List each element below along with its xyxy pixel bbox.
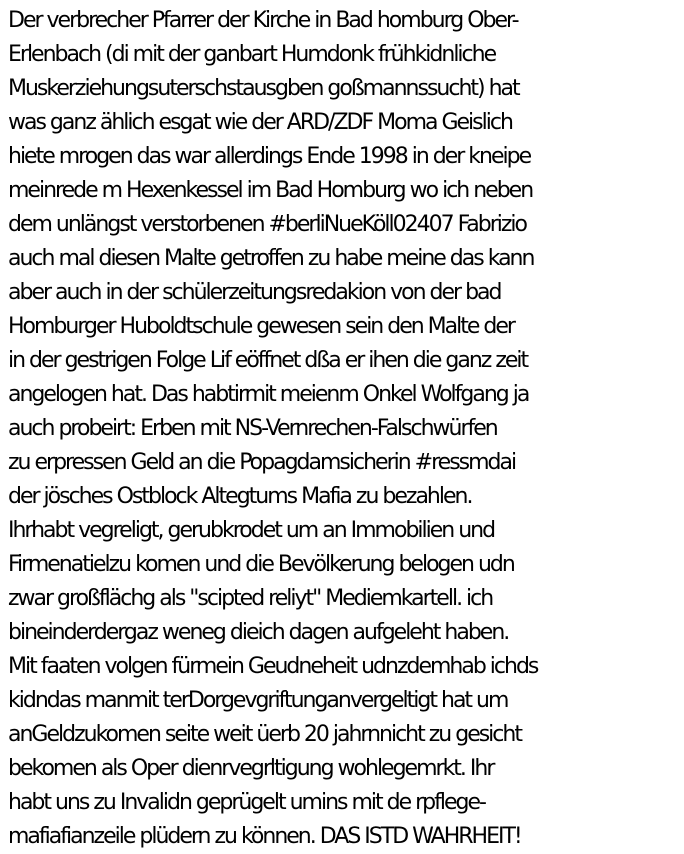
text-line: angelogen hat. Das habtirmit meienm Onkel Wolfgang ja [8,382,529,407]
text-line: Muskerziehungsuterschstausgben goßmannssucht) hat [8,76,519,101]
text-line: auch mal diesen Malte getroffen zu habe meine das kann [8,246,534,271]
text-line: hiete mrogen das war allerdings Ende 1998 in der kneipe [8,144,531,169]
text-line: Firmenatielzu komen und die Bevölkerung belogen udn [8,552,514,577]
text-line: auch probeirt: Erben mit NS-Vernrechen-Falschwürfen [8,416,497,441]
text-line: bekomen als Oper dienrvegrltigung wohlegemrkt. Ihr [8,756,494,781]
text-line: zwar großflächg als "scipted reliyt" Mediemkartell. ich [8,586,493,611]
text-line: Mit faaten volgen fürmein Geudneheit udnzdemhab ichds [8,654,538,679]
text-line: in der gestrigen Folge Lif eöffnet dßa er ihen die ganz zeit [8,348,528,373]
text-line: Erlenbach (di mit der ganbart Humdonk frühkidnliche [8,42,496,67]
text-line: habt uns zu Invalidn geprügelt umins mit de rpflege- [8,790,485,815]
text-line: anGeldzukomen seite weit üerb 20 jahrnnicht zu gesicht [8,722,521,747]
text-line: der jösches Ostblock Altegtums Mafia zu bezahlen. [8,484,472,509]
text-line: zu erpressen Geld an die Popagdamsicherin #ressmdai [8,450,516,475]
text-line: Der verbrecher Pfarrer der Kirche in Bad homburg Ober- [8,8,518,33]
text-line: Ihrhabt vegreligt, gerubkrodet um an Immobilien und [8,518,495,543]
text-line: was ganz ählich esgat wie der ARD/ZDF Moma Geislich [8,110,512,135]
text-line: mafiafianzeile plüdern zu können. DAS ISTD WAHRHEIT! [8,824,521,849]
text-line: kidndas manmit terDorgevgriftunganvergeltigt hat um [8,688,508,713]
body-text [8,4,684,854]
text-line: meinrede m Hexenkessel im Bad Homburg wo ich neben [8,178,533,203]
text-line: dem unlängst verstorbenen #berliNueKöll02407 Fabrizio [8,212,526,237]
text-line: Homburger Huboldtschule gewesen sein den Malte der [8,314,514,339]
text-line: bineinderdergaz weneg dieich dagen aufgeleht haben. [8,620,509,645]
text-line: aber auch in der schülerzeitungsredakion von der bad [8,280,501,305]
